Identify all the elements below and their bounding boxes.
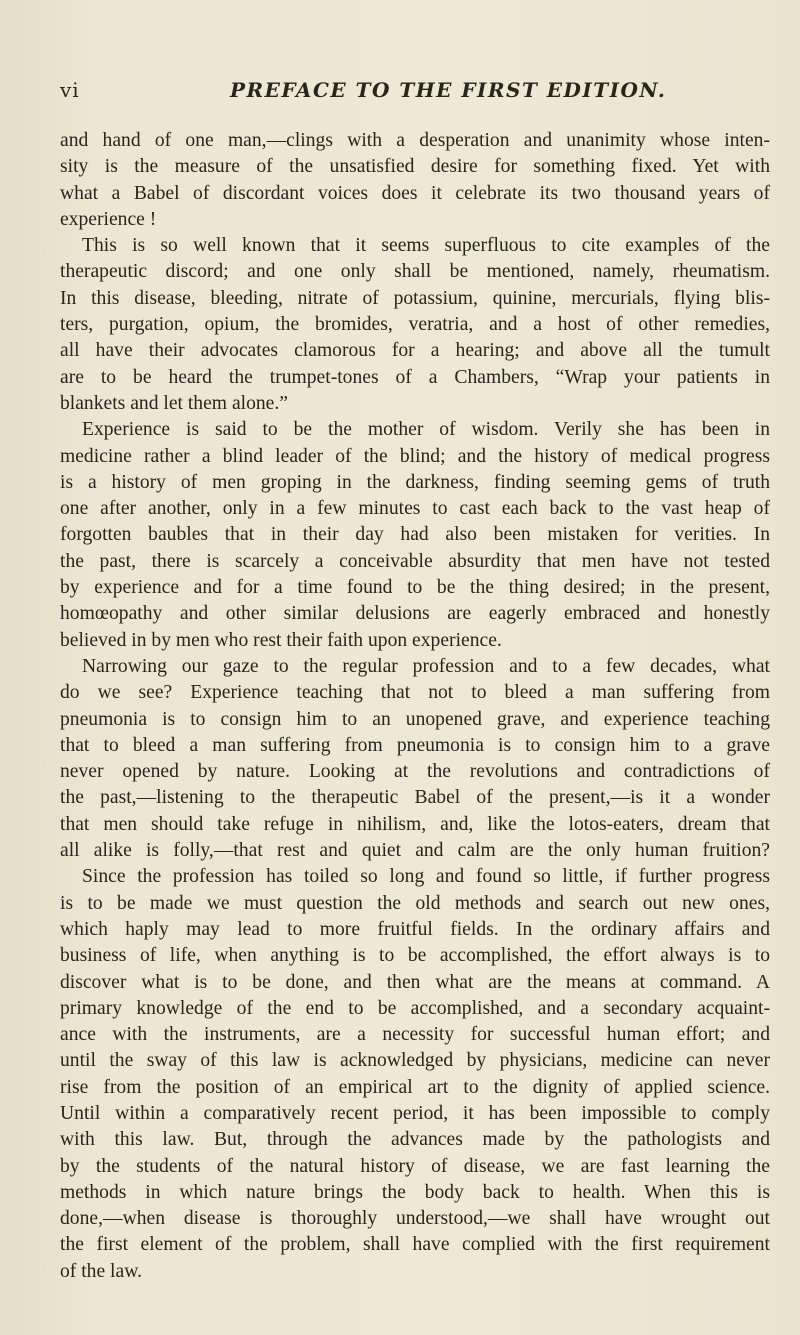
text-line: which haply may lead to more fruitful fields. In the ordinary affairs and	[60, 918, 770, 940]
text-line: done,—when disease is thoroughly understood,—we shall have wrought out	[60, 1208, 770, 1230]
text-line: that men should take refuge in nihilism, and, like the lotos-eaters, dream that	[60, 813, 770, 835]
text-line: Until within a comparatively recent period, it has been impossible to comply	[60, 1102, 770, 1124]
text-line: is a history of men groping in the darkness, finding seeming gems of truth	[60, 471, 770, 493]
text-line: all alike is folly,—that rest and quiet and calm are the only human fruition?	[60, 840, 770, 862]
text-line: and hand of one man,—clings with a desperation and unanimity whose inten-	[60, 130, 770, 151]
text-line: is to be made we must question the old methods and search out new ones,	[60, 892, 770, 914]
text-line: primary knowledge of the end to be accomplished, and a secondary acquaint-	[60, 997, 770, 1019]
running-head	[60, 78, 760, 108]
text-line: ance with the instruments, are a necessity for successful human effort; and	[60, 1024, 770, 1046]
text-line: what a Babel of discordant voices does it celebrate its two thousand years of	[60, 182, 770, 204]
running-title: PREFACE TO THE FIRST EDITION.	[230, 78, 667, 102]
text-line: methods in which nature brings the body back to health. When this is	[60, 1181, 770, 1203]
text-line: discover what is to be done, and then what are the means at command. A	[60, 971, 770, 993]
text-line: one after another, only in a few minutes to cast each back to the vast heap of	[60, 498, 770, 520]
text-line: that to bleed a man suffering from pneumonia is to consign him to a grave	[60, 734, 770, 756]
text-line: business of life, when anything is to be accomplished, the effort always is to	[60, 945, 770, 967]
text-line: pneumonia is to consign him to an unopened grave, and experience teaching	[60, 708, 770, 730]
text-line: the first element of the problem, shall have complied with the first requirement	[60, 1234, 770, 1256]
text-line: the past, there is scarcely a conceivable absurdity that men have not tested	[60, 550, 770, 572]
text-line: therapeutic discord; and one only shall be mentioned, namely, rheumatism.	[60, 261, 770, 283]
text-line: sity is the measure of the unsatisfied desire for something fixed. Yet with	[60, 156, 770, 178]
text-line: never opened by nature. Looking at the revolutions and contradictions of	[60, 761, 770, 783]
text-line: are to be heard the trumpet-tones of a Chambers, “Wrap your patients in	[60, 366, 770, 388]
text-line: rise from the position of an empirical art to the dignity of applied science.	[60, 1076, 770, 1098]
text-line: blankets and let them alone.”	[60, 392, 288, 414]
body-text	[60, 128, 770, 1285]
text-line: Narrowing our gaze to the regular profession and to a few decades, what	[82, 655, 770, 677]
text-line: all have their advocates clamorous for a hearing; and above all the tumult	[60, 340, 770, 362]
text-line: by the students of the natural history of disease, we are fast learning the	[60, 1155, 770, 1177]
text-line: This is so well known that it seems superfluous to cite examples of the	[82, 235, 770, 257]
text-line: Since the profession has toiled so long and found so little, if further progress	[82, 866, 770, 888]
text-line: Experience is said to be the mother of wisdom. Verily she has been in	[82, 419, 770, 441]
text-line: medicine rather a blind leader of the blind; and the history of medical progress	[60, 445, 770, 467]
text-line: believed in by men who rest their faith upon experience.	[60, 629, 502, 651]
text-line: homœopathy and other similar delusions are eagerly embraced and honestly	[60, 603, 770, 625]
text-line: do we see? Experience teaching that not to bleed a man suffering from	[60, 682, 770, 704]
text-line: of the law.	[60, 1260, 142, 1282]
text-line: In this disease, bleeding, nitrate of potassium, quinine, mercurials, flying blis-	[60, 287, 770, 309]
text-line: the past,—listening to the therapeutic Babel of the present,—is it a wonder	[60, 787, 770, 809]
text-line: by experience and for a time found to be the thing desired; in the present,	[60, 577, 770, 599]
text-line: with this law. But, through the advances made by the pathologists and	[60, 1129, 770, 1151]
text-line: until the sway of this law is acknowledged by physicians, medicine can never	[60, 1050, 770, 1072]
text-line: ters, purgation, opium, the bromides, veratria, and a host of other remedies,	[60, 314, 770, 336]
page-number: vi	[60, 78, 80, 102]
text-line: experience !	[60, 208, 157, 230]
text-line: forgotten baubles that in their day had also been mistaken for verities. In	[60, 524, 770, 546]
